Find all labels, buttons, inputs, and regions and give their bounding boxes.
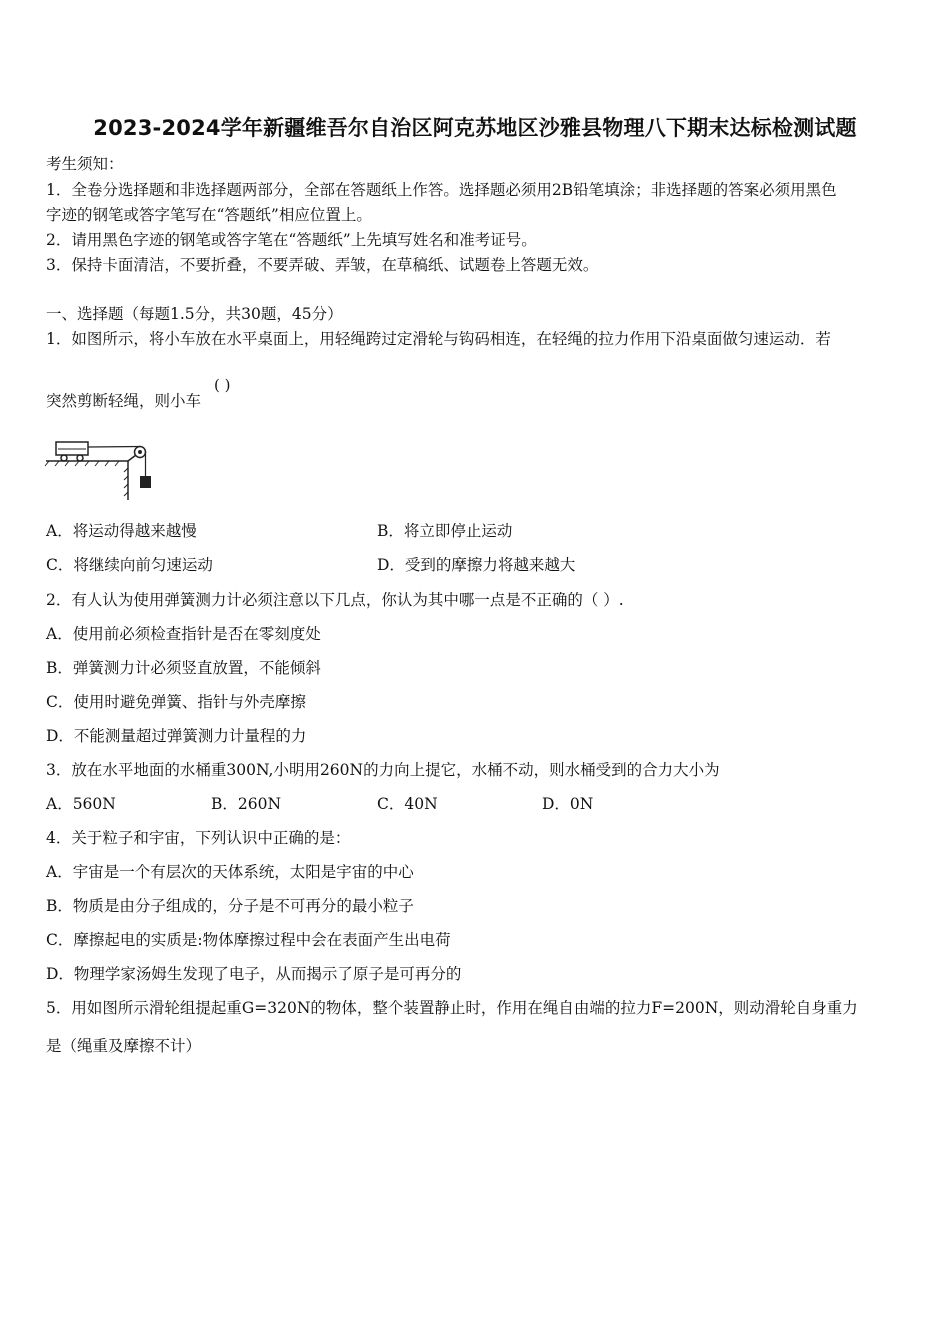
cart — [56, 442, 88, 461]
q4-stem: 4．关于粒子和宇宙，下列认识中正确的是： — [46, 829, 351, 847]
q3-option-b: B．260N — [211, 795, 282, 813]
notice-heading: 考生须知： — [46, 155, 124, 173]
q2-stem: 2．有人认为使用弹簧测力计必须注意以下几点，你认为其中哪一点是不正确的（ ）. — [46, 591, 624, 609]
q1-option-c: C．将继续向前匀速运动 — [46, 556, 213, 574]
q4-option-d: D．物理学家汤姆生发现了电子，从而揭示了原子是可再分的 — [46, 965, 462, 983]
q3-stem: 3．放在水平地面的水桶重300N,小明用260N的力向上提它，水桶不动，则水桶受到的合力大小为 — [46, 761, 720, 779]
notice-item-2: 2．请用黑色字迹的钢笔或答字笔在“答题纸”上先填写姓名和准考证号。 — [46, 231, 537, 249]
q3-option-c: C．40N — [377, 795, 438, 813]
q5-stem-line2: 是（绳重及摩擦不计） — [46, 1037, 202, 1055]
page-title: 2023-2024学年新疆维吾尔自治区阿克苏地区沙雅县物理八下期末达标检测试题 — [93, 116, 857, 140]
q4-option-b: B．物质是由分子组成的，分子是不可再分的最小粒子 — [46, 897, 414, 915]
q2-option-c: C．使用时避免弹簧、指针与外壳摩擦 — [46, 693, 306, 711]
q1-option-d: D．受到的摩擦力将越来越大 — [377, 556, 576, 574]
notice-item-1-cont: 字迹的钢笔或答字笔写在“答题纸”相应位置上。 — [46, 206, 372, 224]
q1-answer-blank: ( ) — [214, 376, 231, 394]
hanging-weight — [140, 476, 151, 488]
table — [45, 461, 128, 500]
q2-option-b: B．弹簧测力计必须竖直放置，不能倾斜 — [46, 659, 321, 677]
q1-stem-line2: 突然剪断轻绳，则小车 — [46, 392, 202, 410]
notice-item-1: 1．全卷分选择题和非选择题两部分，全部在答题纸上作答。选择题必须用2B铅笔填涂；非选择题的答案必须用黑色 — [46, 181, 837, 199]
q4-option-a: A．宇宙是一个有层次的天体系统，太阳是宇宙的中心 — [46, 863, 414, 881]
notice-item-3: 3．保持卡面清洁，不要折叠，不要弄破、弄皱，在草稿纸、试题卷上答题无效。 — [46, 256, 599, 274]
section-heading: 一、选择题（每题1.5分，共30题，45分） — [46, 305, 343, 323]
q4-option-c: C．摩擦起电的实质是:物体摩擦过程中会在表面产生出电荷 — [46, 931, 451, 949]
q2-option-d: D．不能测量超过弹簧测力计量程的力 — [46, 727, 307, 745]
q3-option-d: D．0N — [542, 795, 594, 813]
q1-figure — [44, 438, 164, 500]
q5-stem-line1: 5．用如图所示滑轮组提起重G=320N的物体，整个装置静止时，作用在绳自由端的拉力F=200N，则动滑轮自身重力 — [46, 999, 858, 1017]
q3-option-a: A．560N — [46, 795, 116, 813]
q1-option-b: B．将立即停止运动 — [377, 522, 513, 540]
q2-option-a: A．使用前必须检查指针是否在零刻度处 — [46, 625, 321, 643]
q1-stem-line1: 1．如图所示，将小车放在水平桌面上，用轻绳跨过定滑轮与钩码相连，在轻绳的拉力作用下沿桌面做匀速运动．若 — [46, 330, 831, 348]
pulley — [128, 447, 146, 462]
q1-option-a: A．将运动得越来越慢 — [46, 522, 197, 540]
